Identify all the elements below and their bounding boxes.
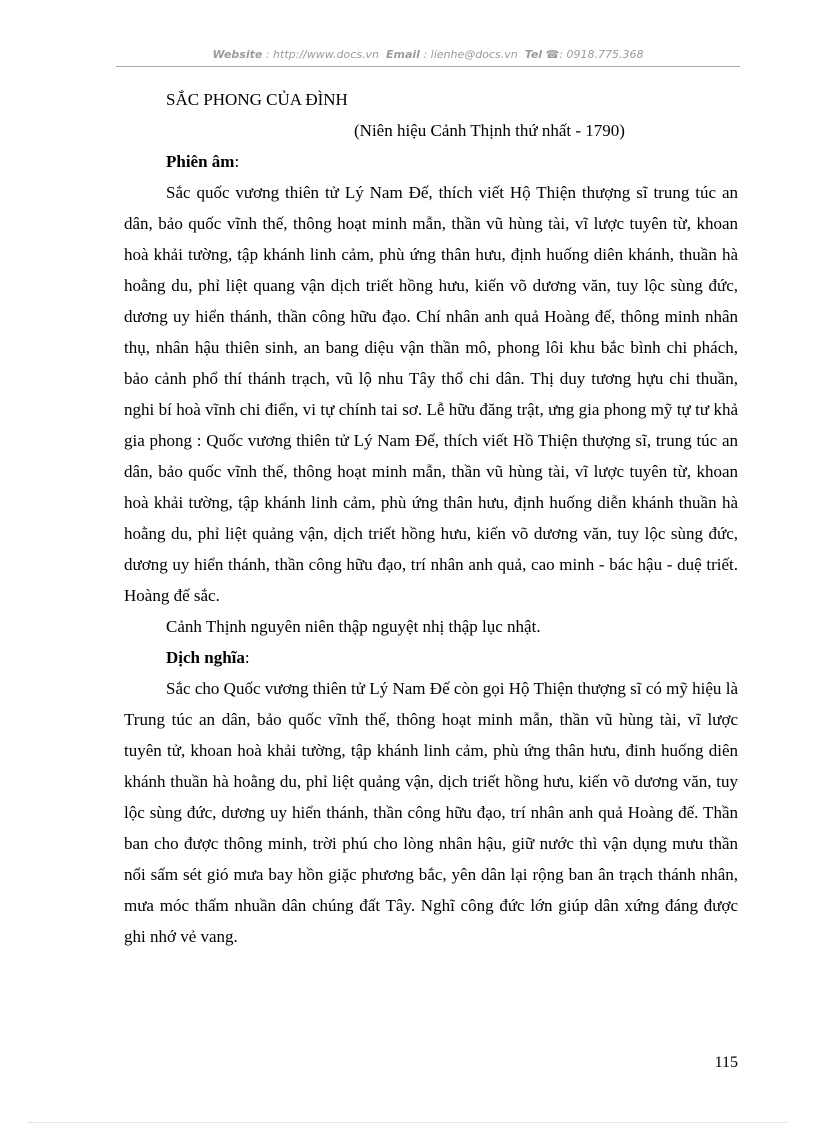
dich-nghia-colon: : [244, 648, 250, 667]
website-label: Website [212, 48, 263, 61]
page-number: 115 [714, 1054, 738, 1071]
page-header [116, 48, 740, 62]
email-value: : lienhe@docs.vn [423, 48, 518, 61]
email-label: Email [386, 48, 420, 61]
tel-label: Tel [524, 48, 543, 61]
phien-am-label: Phiên âm [166, 152, 235, 171]
dich-nghia-label: Dịch nghĩa [166, 648, 245, 667]
header-divider [116, 66, 740, 67]
document-title: SẮC PHONG CỦA ĐÌNH [166, 90, 348, 109]
document-subtitle: (Niên hiệu Cảnh Thịnh thứ nhất - 1790) [354, 121, 625, 140]
phone-icon: ☎ [545, 48, 560, 61]
tel-value: : 0918.775.368 [559, 48, 644, 61]
dich-nghia-paragraph: Sắc cho Quốc vương thiên tử Lý Nam Đế còn gọi Hộ Thiện thượng sĩ có mỹ hiệu là Trung túc an dân, bảo quốc vĩnh thế, thông hoạt minh mẫn, thần vũ hùng tài, vĩ lược tuyên tử, khoan hoà khải tường, tập khánh linh cảm, phù ứng thân hưu, đinh huống diên khánh thuần hà hoằng du, phỉ liệt quảng vận, dịch triết hồng hưu, kiến võ dương văn, tuy lộc sùng đức, dương uy hiển thánh, thần công hữu đạo, trí nhân anh quả Hoàng đế. Thần ban cho được thông minh, trời phú cho lòng nhân hậu, giữ nước thì vận dụng mưu thần nổi sấm sét gió mưa bay hồn giặc phương bắc, yên dân lại rộng ban ân trạch thánh nhân, mưa móc thấm nhuần dân chúng đất Tây. Nghĩ công đức lớn giúp dân xứng đáng được ghi nhớ vẻ vang. [124, 679, 738, 946]
document-body [124, 84, 738, 952]
phien-am-colon: : [234, 152, 240, 171]
phien-am-paragraph: Sắc quốc vương thiên tử Lý Nam Đế, thích viết Hộ Thiện thượng sĩ trung túc an dân, bảo quốc vĩnh thế, thông hoạt minh mẫn, thần vũ hùng tài, vĩ lược tuyên từ, khoan hoà khải tường, tập khánh linh cảm, phù ứng thân hưu, định huống diên khánh, thuần hà hoằng du, phỉ liệt quang vận dịch triết hồng hưu, kiến võ dương văn, tuy lộc sùng đức, dương uy hiển thánh, thần công hữu đạo. Chí nhân anh quả Hoàng đế, thông minh nhân thụ, nhân hậu thiên sinh, an bang diệu vận thần mô, phong lôi khu bắc bình chi phách, bảo cảnh phổ thí thánh trạch, vũ lộ nhu Tây thổ chi dân. Thị duy tương hựu chi thuần, nghi bí hoà vĩnh chi điển, vi tự chính tai sơ. Lễ hữu đăng trật, ưng gia phong mỹ tự tư khả gia phong : Quốc vương thiên tử Lý Nam Đế, thích viết Hồ Thiện thượng sĩ, trung túc an dân, bảo quốc vĩnh thế, thông hoạt minh mẫn, thần vũ hùng tài, vĩ lược tuyên từ, khoan hoà khải tường, tập khánh linh cảm, phù ứng thân hưu, định huống diễn khánh thuần hà hoằng du, phỉ liệt quảng vận, dịch triết hồng hưu, kiến võ dương văn, tuy lộc sùng đức, dương uy hiển thánh, thần công hữu đạo, trí nhân anh quả, cao minh - bác hậu - duệ triết. Hoàng đế sắc. [124, 183, 738, 605]
phien-am-heading [124, 146, 738, 177]
date-line: Cảnh Thịnh nguyên niên thập nguyệt nhị thập lục nhật. [166, 617, 541, 636]
dich-nghia-heading [124, 642, 738, 673]
website-value: : http://www.docs.vn [265, 48, 380, 61]
